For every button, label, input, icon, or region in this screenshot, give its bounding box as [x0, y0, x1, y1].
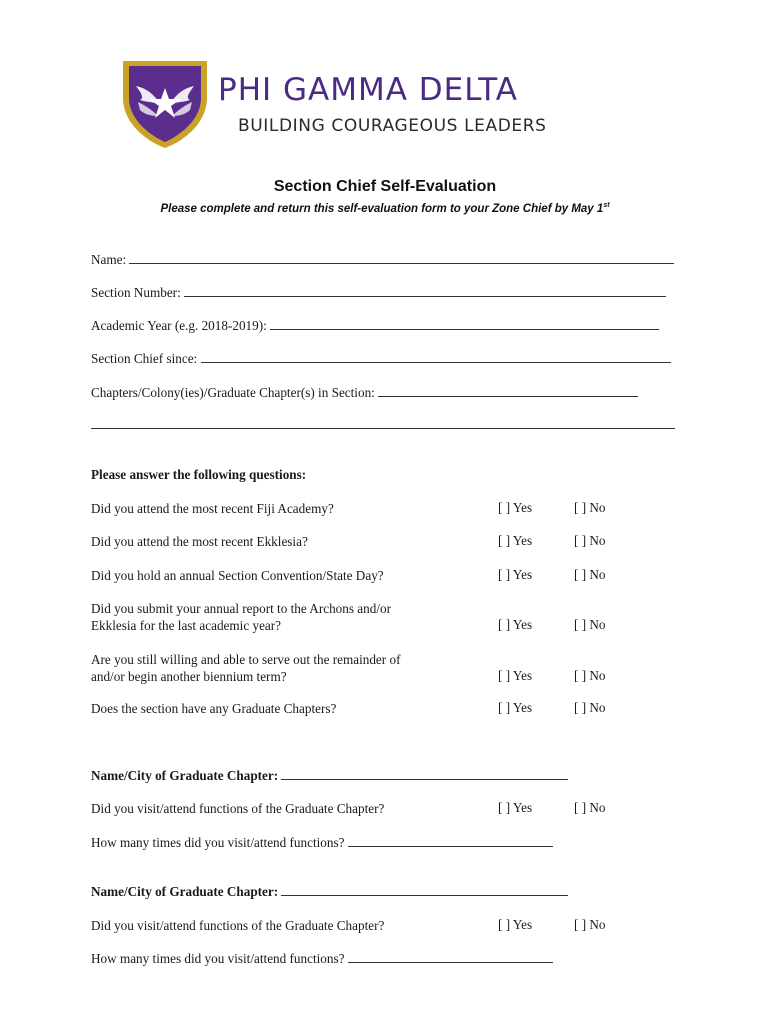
section-convention-no-checkbox[interactable]: [ ] No	[574, 567, 606, 582]
form-subtitle	[0, 202, 770, 215]
academic-year-field-row	[91, 317, 659, 334]
ekklesia-no-checkbox[interactable]: [ ] No	[574, 533, 606, 548]
biennium-term-no-checkbox[interactable]: [ ] No	[574, 668, 606, 683]
graduate-chapter-2-no-checkbox[interactable]: [ ] No	[574, 917, 606, 932]
graduate-chapter-2-yes-checkbox[interactable]: [ ] Yes	[498, 917, 533, 932]
graduate-chapter-2-name-row	[91, 883, 568, 900]
graduate-chapter-1-times-input[interactable]	[348, 834, 553, 847]
form-subtitle-text: Please complete and return this self-evaluation form to your Zone Chief by May 1	[160, 202, 604, 215]
chapters-field-continuation-input[interactable]	[91, 416, 675, 429]
fiji-academy-no-checkbox[interactable]: [ ] No	[574, 500, 606, 515]
academic-year-field-label: Academic Year (e.g. 2018-2019):	[91, 318, 267, 333]
organization-name: PHI GAMMA DELTA	[218, 72, 518, 108]
section-number-field-label: Section Number:	[91, 285, 181, 300]
graduate-chapter-1-yes-checkbox[interactable]: [ ] Yes	[498, 800, 533, 815]
graduate-chapter-2-times-label: How many times did you visit/attend functions?	[91, 951, 345, 966]
chapters-field-continuation-row	[91, 416, 675, 433]
form-subtitle-suffix: st	[603, 202, 610, 209]
graduate-chapter-2-name-input[interactable]	[281, 883, 568, 896]
section-chief-since-field-input[interactable]	[201, 350, 671, 363]
shield-star-wings-crest-icon	[120, 58, 210, 150]
graduate-chapter-2-name-label: Name/City of Graduate Chapter:	[91, 884, 279, 899]
graduate-chapter-1-name-input[interactable]	[281, 767, 568, 780]
question-section-convention: Did you hold an annual Section Convention/State Day?	[91, 568, 384, 583]
academic-year-field-input[interactable]	[270, 317, 659, 330]
question-biennium-term-line1: Are you still willing and able to serve out the remainder of	[91, 652, 401, 667]
annual-report-yes-checkbox[interactable]: [ ] Yes	[498, 617, 533, 632]
graduate-chapter-1-visit-question: Did you visit/attend functions of the Graduate Chapter?	[91, 801, 385, 816]
fiji-academy-yes-checkbox[interactable]: [ ] Yes	[498, 500, 533, 515]
chapters-field-row	[91, 384, 638, 401]
question-annual-report	[91, 600, 391, 634]
ekklesia-yes-checkbox[interactable]: [ ] Yes	[498, 533, 533, 548]
name-field-input[interactable]	[129, 251, 674, 264]
question-ekklesia: Did you attend the most recent Ekklesia?	[91, 534, 308, 549]
graduate-chapters-no-checkbox[interactable]: [ ] No	[574, 700, 606, 715]
graduate-chapter-1-times-row	[91, 834, 553, 851]
organization-tagline: BUILDING COURAGEOUS LEADERS	[238, 116, 547, 136]
question-graduate-chapters: Does the section have any Graduate Chapters?	[91, 701, 337, 716]
graduate-chapter-2-times-row	[91, 950, 553, 967]
form-title: Section Chief Self-Evaluation	[273, 178, 497, 195]
question-biennium-term	[91, 651, 400, 685]
section-chief-since-field-row	[91, 350, 671, 367]
question-biennium-term-line2: and/or begin another biennium term?	[91, 669, 287, 684]
graduate-chapter-1-name-label: Name/City of Graduate Chapter:	[91, 768, 279, 783]
section-number-field-row	[91, 284, 666, 301]
graduate-chapter-2-visit-question: Did you visit/attend functions of the Graduate Chapter?	[91, 918, 385, 933]
chapters-field-input[interactable]	[378, 384, 638, 397]
graduate-chapter-1-name-row	[91, 767, 568, 784]
graduate-chapter-1-no-checkbox[interactable]: [ ] No	[574, 800, 606, 815]
graduate-chapter-2-times-input[interactable]	[348, 950, 553, 963]
biennium-term-yes-checkbox[interactable]: [ ] Yes	[498, 668, 533, 683]
section-chief-since-field-label: Section Chief since:	[91, 351, 198, 366]
section-convention-yes-checkbox[interactable]: [ ] Yes	[498, 567, 533, 582]
annual-report-no-checkbox[interactable]: [ ] No	[574, 617, 606, 632]
chapters-field-label: Chapters/Colony(ies)/Graduate Chapter(s) in Section:	[91, 385, 375, 400]
section-number-field-input[interactable]	[184, 284, 666, 297]
question-fiji-academy: Did you attend the most recent Fiji Academy?	[91, 501, 334, 516]
graduate-chapter-1-times-label: How many times did you visit/attend functions?	[91, 835, 345, 850]
question-annual-report-line1: Did you submit your annual report to the Archons and/or	[91, 601, 391, 616]
question-annual-report-line2: Ekklesia for the last academic year?	[91, 618, 282, 633]
graduate-chapters-yes-checkbox[interactable]: [ ] Yes	[498, 700, 533, 715]
questions-heading: Please answer the following questions:	[91, 467, 307, 482]
name-field-label: Name:	[91, 252, 127, 267]
name-field-row	[91, 251, 674, 268]
